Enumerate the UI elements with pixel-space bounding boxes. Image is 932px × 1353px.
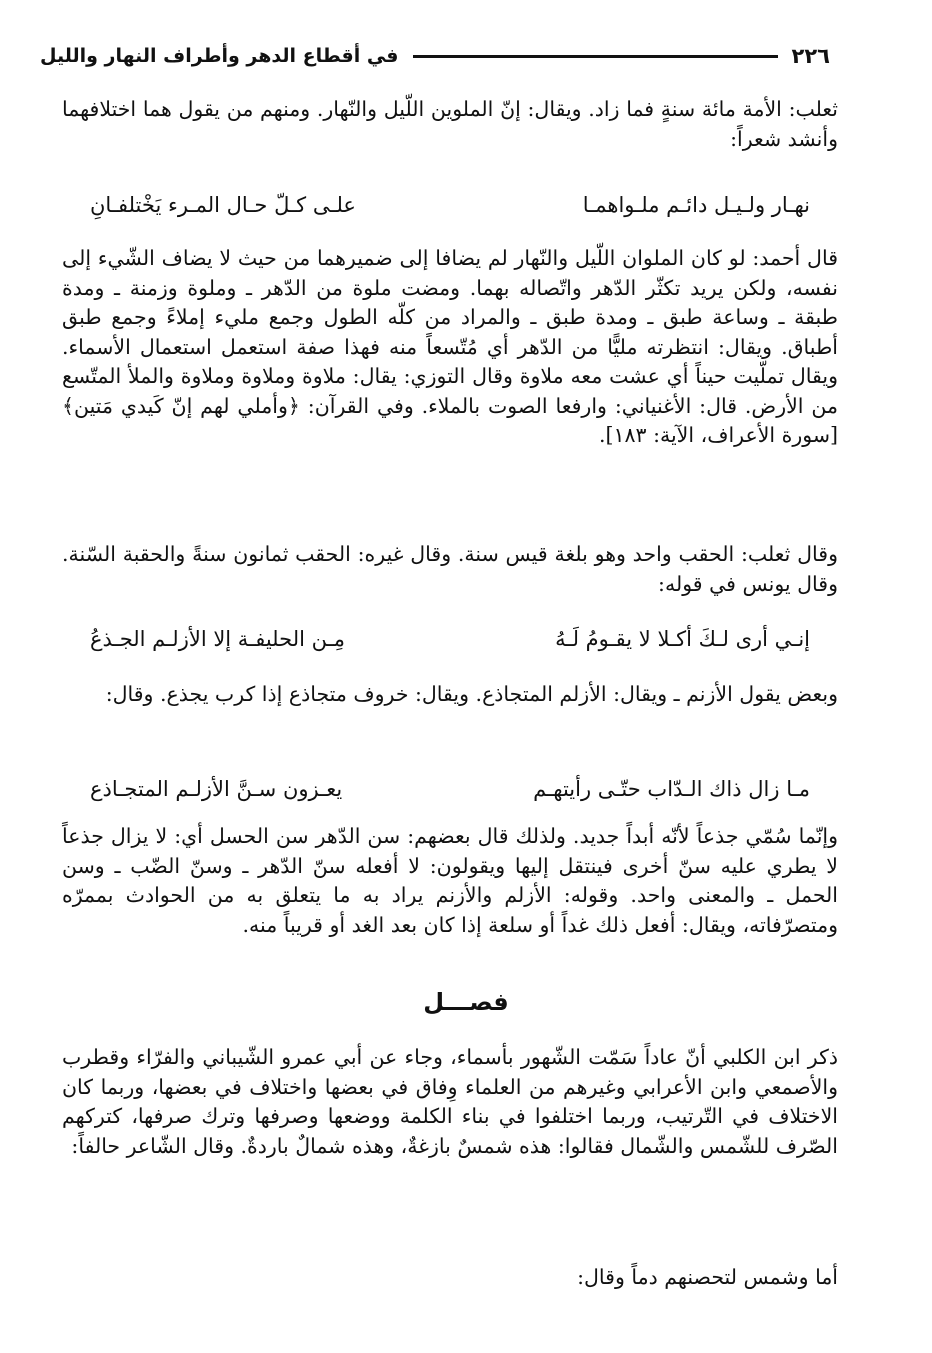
paragraph-al-huqb: وقال ثعلب: الحقب واحد وهو بلغة قيس سنة. وقال غيره: الحقب ثمانون سنةً والحقبة السّنة. وقال يونس في قوله: — [62, 542, 838, 596]
paragraph-closing-line: أما وشمس لتحصنهم دماً وقال: — [577, 1265, 838, 1289]
verse-line-2 — [90, 624, 810, 654]
verse-hemistich-first: مـا زال ذاك الـدّاب حتّـى رأيتهـم — [533, 777, 810, 801]
verse-hemistich-first: نهـار ولـيـل دائـم ملـواهمـا — [582, 193, 810, 217]
paragraph-qala-ahmad: قال أحمد: لو كان الملوان اللّيل والنّهار لم يضافا إلى ضميرهما من حيث لا يضاف الشّيء إلى نفسه، ولكن يريد تكثّر الدّهر واتّصاله بهما. ومضت ملوة من الدّهر ـ وملوة وزمنة ـ ومدة طبقة ـ وساعة طبق ـ ومدة طبق ـ والمراد من كلّه الطول وجمع مليء إملاءً وجمع طبق أطباق. ويقال: انتظرته مليًّا من الدّهر أي مُتّسعاً منه فهذا صفة استعمل استعمال الأسماء. ويقال تملّيت حيناً أي عشت معه ملاوة وقال التوزي: يقال: ملاوة وملاوة وملاوة والملأ المتّسع من الأرض. قال: الأغنياني: وارفعا الصوت بالملاء. وفي القرآن: ﴿وأملي لهم إنّ كَيدي مَتين﴾ [سورة الأعراف، الآية: ١٨٣]. — [62, 246, 838, 447]
paragraph-al-azlam: وبعض يقول الأزنم ـ ويقال: الأزلم المتجاذع. ويقال: خروف متجاذع إذا كرب يجذع. وقال: — [105, 682, 838, 706]
header-rule — [413, 55, 778, 58]
verse-hemistich-second: مِـن الحليفـة إلا الأزلـم الجـذعُ — [90, 627, 345, 651]
paragraph-jadha: وإنّما سُمّي جذعاً لأنّه أبداً جديد. ولذلك قال بعضهم: سن الدّهر سن الحسل أي: لا يزال جذعاً لا يطري عليه سنّ أخرى فينتقل إليها ويقولون: لا أفعله سنّ الدّهر ـ وسنّ الضّب ـ وسن الحمل ـ والمعنى واحد. وقوله: الأزلم والأزنم يراد به ما يتعلق به من الحوادث بممرّه ومتصرّفاته، ويقال: أفعل ذلك غداً أو سلعة إذا كان بعد الغد أو قريباً منه. — [62, 824, 838, 937]
section-heading: فصـــل — [423, 988, 509, 1016]
verse-hemistich-first: إنـي أرى لـكَ أكـلا لا يقـومُ لَـهُ — [555, 627, 810, 651]
verse-hemistich-second: يعـزون سـنَّ الأزلـم المتجـاذع — [90, 777, 343, 801]
paragraph-tha-lab: ثعلب: الأمة مائة سنةٍ فما زاد. ويقال: إنّ الملوين اللّيل والنّهار. ومنهم من يقول هما اختلافهما وأنشد شعراً: — [62, 97, 838, 151]
page-number: ٢٢٦ — [791, 44, 830, 68]
verse-line-3 — [90, 774, 810, 804]
verse-hemistich-second: علـى كـلّ حـال المـرء يَخْتلفـانِ — [90, 193, 356, 217]
verse-line-1 — [90, 190, 810, 220]
running-title: في أقطاع الدهر وأطراف النهار والليل — [40, 45, 399, 67]
page-header — [40, 36, 830, 76]
paragraph-ibn-al-kalbi: ذكر ابن الكلبي أنّ عاداً سَمّت الشّهور بأسماء، وجاء عن أبي عمرو الشّيباني والفرّاء وقطرب والأصمعي وابن الأعرابي وغيرهم من العلماء وِفاق في بعضها واختلاف في بعضها، وربما كان الاختلاف في التّرتيب، وربما اختلفوا في بناء الكلمة ووضعها وصرفها وترك صرفها، كتركهم الصّرف للشّمس والشّمال فقالوا: هذه شمسٌ بازغةٌ، وهذه شمالٌ باردةٌ. وقال الشّاعر حالفاً: — [62, 1045, 838, 1158]
